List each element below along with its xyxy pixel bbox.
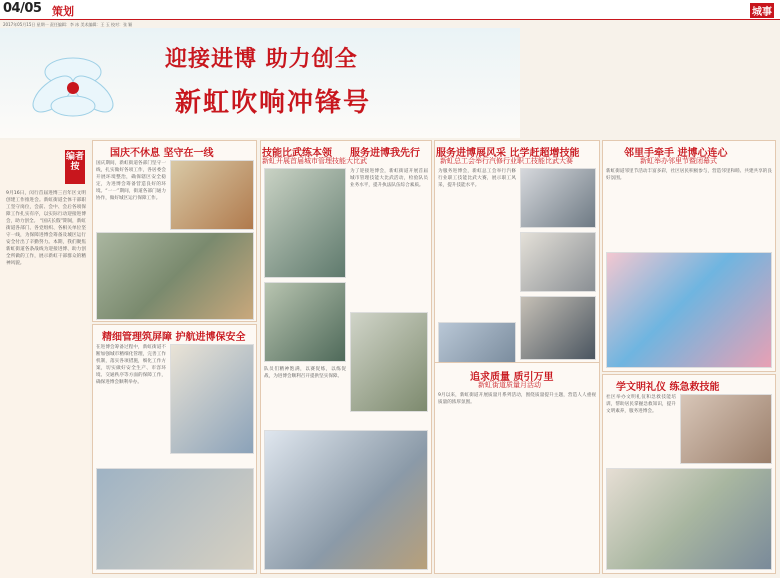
banner-title-2: 新虹吹响冲锋号 (175, 88, 372, 118)
section-name: 策划 (52, 5, 74, 18)
section-5-title: 服务进博展风采 比学赶超增技能 (436, 148, 580, 159)
section-3-subtitle: 新虹开展首届城市管理技能大比武 (262, 157, 367, 165)
page-number: 04/05 (3, 1, 42, 16)
section-5-photo (520, 168, 596, 228)
section-8-photo (680, 394, 772, 464)
section-4-photo (350, 312, 428, 412)
section-1-text: 国庆期间，新虹街道各部门坚守一线，扎实做好各项工作，各居委会开展环境整治，确保辖区安全稳定，为进博会筹备营造良好的环境。“一一”期间，街道各部门通力协作，做好城区运行保障工作。 (96, 161, 166, 201)
section-1-title: 国庆不休息 坚守在一线 (110, 148, 214, 159)
section-7-subtitle: 新虹举办邻里节暨闭幕式 (640, 157, 717, 165)
section-5-photo-3 (520, 296, 596, 360)
section-1-photo-2 (170, 160, 254, 230)
editor-note: 9月16日，闵行首届进博三百年区文明创建工作推进会。新虹街道全体干部职工坚守岗位，会前、会中、会后各项保障工作扎实有序，以实际行动迎接进博会，助力创全。 “国庆长假”期间，新虹街道各部门、各党组织、各相关单位坚守一线，为保障进博会筹备及城区运行安全付出了辛勤努力。本期，我们聚焦新虹街道各条战线为迎接进博、助力创全所做的工作，展示新虹干部群众的精神风貌。 (6, 191, 86, 266)
section-2-photo-2 (96, 468, 254, 570)
dateline: 2017年05月15日 星期一 责任编辑：李 冰 美术编辑：王 玉 校对：张 颖 (3, 22, 133, 27)
pinwheel-graphic (18, 52, 128, 122)
brand-logo: 城事 (748, 3, 774, 18)
section-1-photo (96, 232, 254, 320)
section-6-title: 追求质量 质引万里 (470, 372, 554, 383)
section-5-photo-2 (520, 232, 596, 292)
section-2-title: 精细管理筑屏障 护航进博保安全 (102, 332, 246, 343)
section-8-text: 社区举办文明礼仪和急救技能培训，帮助居民掌握急救知识，提升文明素养，服务进博会。 (606, 395, 676, 414)
section-5-subtitle: 新虹总工会举行汽修行业职工技能比武大赛 (440, 157, 573, 165)
section-8-photo-2 (606, 468, 772, 570)
section-3-photo-3 (264, 430, 428, 570)
section-4-title: 服务进博我先行 (350, 148, 420, 159)
section-7-title: 邻里手牵手 进博心连心 (624, 148, 728, 159)
section-6-subtitle: 新虹街道质量月活动 (478, 381, 541, 389)
section-2-text: 在进博会筹备过程中，新虹街道不断加强城市精细化管理，完善工作机制，落实各项措施，细化工作方案，切实做好安全生产、市容环境、交通秩序等方面的保障工作，确保进博会顺利举办。 (96, 345, 166, 385)
section-3-photo (264, 168, 346, 278)
editor-tag: 编者按 (65, 150, 85, 184)
section-3-title: 技能比武练本领 (262, 148, 332, 159)
section-3-text: 为了迎接进博会，新虹街道开展首届城市管理技能大比武活动，检验队员业务水平，提升执法队伍综合素质。 (350, 169, 428, 188)
section-7-photo (606, 252, 772, 368)
section-2-photo (170, 344, 254, 454)
section-5-text: 为服务进博会，新虹总工会举行汽修行业职工技能比武大赛，展示职工风采，提升技能水平。 (438, 169, 516, 188)
section-4-text: 队员们精神饱满，以赛促练，以练促战，为进博会顺利召开提供坚实保障。 (264, 367, 346, 379)
section-3-photo-2 (264, 282, 346, 362)
masthead (0, 0, 780, 20)
section-7-text: 新虹街道邻里节活动丰富多彩，社区居民积极参与，营造邻里和睦、共建共享的良好氛围。 (606, 169, 772, 181)
banner-title-1: 迎接进博 助力创全 (165, 47, 358, 72)
section-6-text: 9月以来，新虹街道开展质量月系列活动，围绕质量提升主题，营造人人重视质量的浓厚氛围。 (438, 393, 596, 405)
section-8-title: 学文明礼仪 练急救技能 (616, 382, 720, 393)
